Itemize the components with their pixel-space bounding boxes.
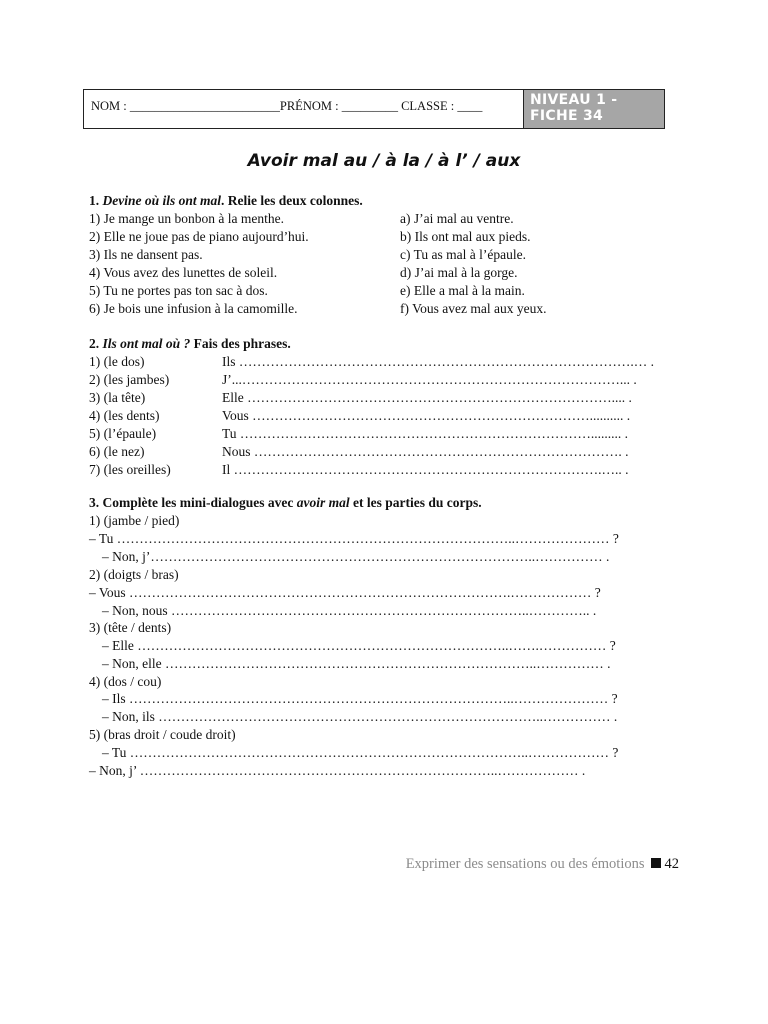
exercise-1-instruction-rest: . Relie les deux colonnes. — [221, 193, 363, 208]
ex2-answer-line: J’...…………………………………………………………………………... . — [222, 372, 637, 387]
exercise-2-instruction-italic: Ils ont mal où ? — [102, 336, 191, 351]
exercise-3-instruction-b: et les parties du corps. — [349, 495, 482, 510]
level-line-2: FICHE 34 — [530, 108, 604, 124]
exercise-1-number: 1. — [89, 193, 100, 208]
exercise-3-instruction-italic: avoir mal — [296, 495, 350, 510]
ex2-answer-line: Vous ………………………………………………………………….......... . — [222, 408, 631, 423]
ex3-prompt: 2) (doigts / bras) — [89, 567, 179, 582]
footer-section-title: Exprimer des sensations ou des émotions — [405, 856, 645, 872]
ex2-answer-line: Ils …………………………………………………………………………….… . — [222, 354, 654, 369]
ex3-prompt: 4) (dos / cou) — [89, 674, 162, 689]
exercise-1-instruction-italic: Devine où ils ont mal — [102, 193, 222, 208]
ex2-item-label: 7) (les oreilles) — [89, 462, 171, 477]
ex1-right-item: e) Elle a mal à la main. — [400, 283, 525, 298]
ex2-answer-line: Tu ……………………………………………………………………......... . — [222, 426, 629, 441]
worksheet-title: Avoir mal au / à la / à l’ / aux — [247, 151, 521, 171]
ex1-right-item: a) J’ai mal au ventre. — [400, 211, 514, 226]
ex3-dialogue-line: – Non, ils …………………………………………………………………………..…………… . — [102, 709, 618, 724]
ex1-left-item: 1) Je mange un bonbon à la menthe. — [89, 211, 284, 226]
exercise-1-heading — [89, 193, 363, 209]
ex1-left-item: 4) Vous avez des lunettes de soleil. — [89, 265, 278, 280]
ex1-left-item: 5) Tu ne portes pas ton sac à dos. — [89, 283, 268, 298]
ex3-dialogue-line: – Tu ……………………………………………………………………………..……………… ? — [102, 745, 619, 760]
exercise-2-number: 2. — [89, 336, 100, 351]
ex2-answer-line: Il ……………………………………………………………………….….. . — [222, 462, 629, 477]
student-info-fields: NOM : ________________________PRÉNOM : _________ CLASSE : ____ — [91, 99, 483, 113]
exercise-2-heading — [89, 336, 291, 352]
ex3-dialogue-line: – Ils …………………………………………………………………………..………………… ? — [102, 691, 618, 706]
square-bullet-icon — [651, 858, 661, 868]
ex3-dialogue-line: – Non, j’ ……………………………………………………………………..……………… . — [89, 763, 586, 778]
ex1-left-item: 3) Ils ne dansent pas. — [89, 247, 203, 262]
ex3-dialogue-line: – Non, j’…………………………………………………………………………..…………… . — [102, 549, 610, 564]
ex3-dialogue-line: – Vous ………………………………………………………………………….……………… ? — [89, 585, 601, 600]
ex1-right-item: b) Ils ont mal aux pieds. — [400, 229, 531, 244]
ex2-item-label: 5) (l’épaule) — [89, 426, 157, 441]
ex2-item-label: 3) (la tête) — [89, 390, 146, 405]
ex3-prompt: 3) (tête / dents) — [89, 620, 172, 635]
level-badge — [523, 90, 664, 128]
ex3-dialogue-line: – Non, nous ……………………………………………………………………..………….. . — [102, 603, 597, 618]
ex1-left-item: 6) Je bois une infusion à la camomille. — [89, 301, 298, 316]
level-line-1: NIVEAU 1 - — [530, 92, 618, 108]
ex3-dialogue-line: – Tu ……………………………………………………………………………..………………… ? — [89, 531, 619, 546]
ex1-right-item: f) Vous avez mal aux yeux. — [400, 301, 547, 316]
ex2-item-label: 6) (le nez) — [89, 444, 145, 459]
ex3-prompt: 5) (bras droit / coude droit) — [89, 727, 236, 742]
ex3-prompt: 1) (jambe / pied) — [89, 513, 180, 528]
page-footer — [406, 856, 679, 873]
ex2-item-label: 2) (les jambes) — [89, 372, 170, 387]
exercise-3-instruction-a: Complète les mini-dialogues avec — [99, 495, 297, 510]
student-info-header — [83, 89, 665, 129]
ex1-right-item: c) Tu as mal à l’épaule. — [400, 247, 526, 262]
exercise-3-number: 3. — [89, 495, 100, 510]
exercise-2-instruction-rest: Fais des phrases. — [190, 336, 291, 351]
page-number: 42 — [664, 856, 679, 872]
ex3-dialogue-line: – Elle ………………………………………………………………………..…….…………… ? — [102, 638, 616, 653]
ex3-dialogue-line: – Non, elle ………………………………………………………………………..…………… . — [102, 656, 611, 671]
ex2-item-label: 1) (le dos) — [89, 354, 145, 369]
exercise-3-heading — [89, 495, 482, 511]
ex1-left-item: 2) Elle ne joue pas de piano aujourd’hui. — [89, 229, 309, 244]
ex1-right-item: d) J’ai mal à la gorge. — [400, 265, 518, 280]
ex2-answer-line: Elle ……………………………………………………………………….... . — [222, 390, 632, 405]
ex2-answer-line: Nous ………………………………………………………………………. . — [222, 444, 629, 459]
ex2-item-label: 4) (les dents) — [89, 408, 160, 423]
